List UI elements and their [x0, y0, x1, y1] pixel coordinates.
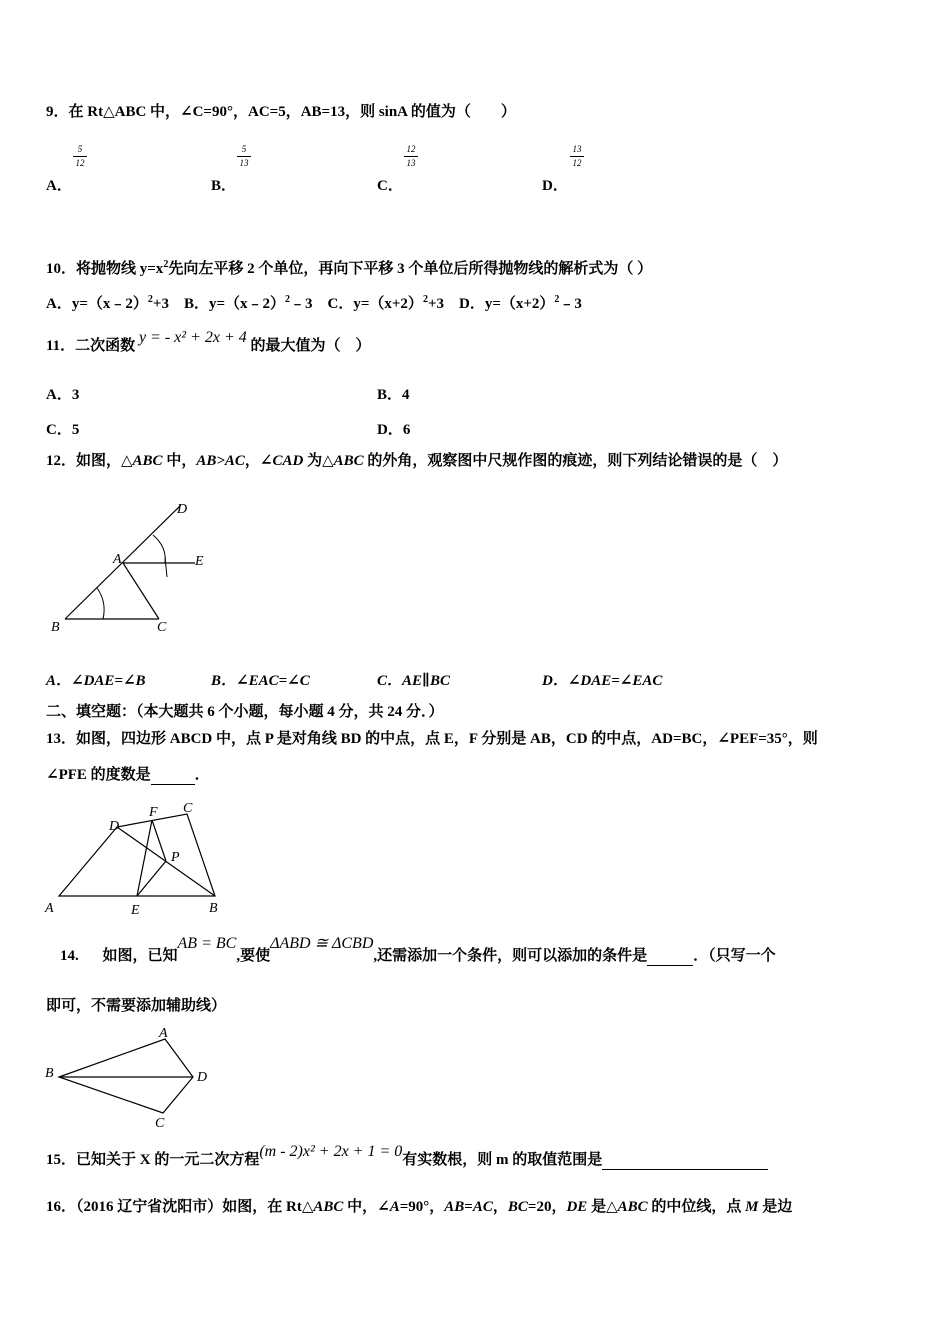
q9-option-a-label: A．	[46, 178, 72, 194]
q14-line2: 即可，不需要添加辅助线）	[46, 998, 227, 1014]
q12-label-d: D	[177, 502, 188, 517]
q14-answer-blank[interactable]	[647, 965, 693, 966]
q10-stem-part: 10．将抛物线 y=x	[46, 261, 164, 277]
q12-option-c: C．AE∥BC	[377, 673, 450, 689]
q16-term: ABC	[313, 1199, 344, 1215]
q10-option-c: ﹣3 C．y=（x+2）	[290, 296, 423, 312]
q13-line2-part: ∠PFE 的度数是	[46, 767, 151, 783]
q13-label-p: P	[171, 850, 180, 865]
q12-label-b: B	[51, 620, 60, 635]
section-2-heading: 二、填空题：（本大题共 6 个小题，每小题 4 分，共 24 分．）	[46, 704, 444, 720]
q14-text: ,要使	[236, 948, 271, 964]
q12-stem-part: ，∠	[244, 453, 273, 469]
q14-number: 14.	[60, 948, 79, 964]
q9-option-b-label: B．	[211, 178, 237, 194]
q13-label-d: D	[109, 819, 120, 834]
q15-text: 有实数根，则 m 的取值范围是	[402, 1152, 603, 1168]
q10-sup: 2	[147, 294, 153, 305]
q10-sup: 2	[285, 294, 290, 305]
q9-option-d-label: D．	[542, 178, 568, 194]
q14-formula-congruence: ΔABD ≅ ΔCBD	[270, 935, 374, 952]
q14-quadrilateral	[59, 1039, 193, 1113]
q9-option-a-fraction	[72, 144, 88, 169]
q12-option-b: B．∠EAC=∠C	[211, 673, 310, 689]
q9-option-c-label: C．	[377, 178, 403, 194]
q13-figure	[45, 800, 225, 920]
q11-option-b: B．4	[377, 387, 410, 403]
q12-arc-mark	[165, 557, 167, 577]
q9-c-denominator: 13	[406, 158, 416, 168]
q13-line1: 13．如图，四边形 ABCD 中，点 P 是对角线 BD 的中点，点 E，F 分别是 AB，CD 的中点，AD=BC，∠PEF=35°，则	[46, 731, 818, 747]
q10-stem-sup: 2	[163, 259, 169, 270]
q12-label-c: C	[157, 620, 167, 635]
q12-stem	[46, 451, 787, 471]
q16-term: M	[745, 1199, 759, 1215]
q9-stem: 9．在 Rt△ABC 中，∠C=90°，AC=5，AB=13，则 sinA 的值为（ ）	[46, 104, 516, 120]
q12-arc-a	[153, 535, 165, 563]
q16-term: BC	[507, 1199, 528, 1215]
q13-label-f: F	[149, 805, 158, 820]
q9-d-denominator: 12	[572, 158, 582, 168]
q16-term: DE	[566, 1199, 588, 1215]
q11-option-d: D．6	[377, 422, 411, 438]
q16-text: 是边	[758, 1199, 793, 1215]
q15-text: 15．已知关于 X 的一元二次方程	[46, 1152, 260, 1168]
q12-figure	[45, 495, 225, 645]
q12-option-a: A．∠DAE=∠B	[46, 673, 146, 689]
q9-option-c-fraction	[403, 144, 419, 169]
q13-label-e: E	[131, 903, 140, 918]
q9-option-b-fraction	[236, 144, 252, 169]
q15-line	[46, 1143, 768, 1170]
q13-segment-ep	[137, 861, 166, 896]
q12-arc-b	[97, 588, 104, 619]
q14-text: ．（只写一个	[693, 948, 776, 964]
q13-label-c: C	[183, 801, 193, 816]
q16-text: =	[464, 1199, 473, 1215]
q9-option-d-fraction	[569, 144, 585, 169]
q16-term: AB	[444, 1199, 465, 1215]
q12-term: CAD	[272, 453, 304, 469]
q16-term: A	[389, 1199, 400, 1215]
q14-label-b: B	[45, 1066, 54, 1081]
q12-line-ac	[123, 563, 159, 619]
q12-label-a: A	[113, 552, 122, 567]
q10-option-end: ﹣3	[559, 296, 582, 312]
q12-stem-part: 的外角，观察图中尺规作图的痕迹，则下列结论错误的是（ ）	[363, 453, 788, 469]
q12-line-bd	[65, 505, 181, 619]
q14-label-c: C	[155, 1116, 165, 1131]
q16-text: 的中位线，点	[647, 1199, 746, 1215]
q9-d-numerator: 13	[572, 144, 582, 154]
q13-label-a: A	[45, 901, 54, 916]
q9-c-numerator: 12	[406, 144, 416, 154]
q11-option-c: C．5	[46, 422, 80, 438]
q13-answer-blank[interactable]	[151, 784, 195, 785]
q9-b-numerator: 5	[241, 144, 247, 154]
q14-formula-ab-bc: AB = BC	[177, 935, 237, 952]
q9-b-denominator: 13	[239, 158, 249, 168]
q16-text: ，	[492, 1199, 508, 1215]
q13-line2	[46, 765, 210, 785]
q16-text: 中，∠	[343, 1199, 390, 1215]
q12-term: ABC	[132, 453, 163, 469]
q11-stem-part: 的最大值为（ ）	[250, 338, 371, 354]
q9-a-denominator: 12	[75, 158, 85, 168]
q14-label-a: A	[159, 1026, 168, 1041]
q10-sup: 2	[554, 294, 560, 305]
q13-quadrilateral	[59, 814, 215, 896]
q12-stem-part: 12．如图，△	[46, 453, 133, 469]
q10-option-b: +3 B．y=（x﹣2）	[152, 296, 285, 312]
q10-options	[46, 290, 582, 314]
q12-label-e: E	[195, 554, 204, 569]
q15-answer-blank[interactable]	[602, 1169, 768, 1170]
q12-stem-part: 为△	[303, 453, 334, 469]
q14-text: 如图，已知	[102, 948, 178, 964]
q10-option-d: +3 D．y=（x+2）	[427, 296, 555, 312]
q16-text: =20，	[527, 1199, 567, 1215]
q16-line	[46, 1197, 792, 1217]
q14-figure	[45, 1025, 225, 1135]
q9-a-numerator: 5	[77, 144, 83, 154]
q11-formula: y = - x² + 2x + 4	[138, 329, 247, 346]
q10-option-a: A．y=（x﹣2）	[46, 296, 148, 312]
q13-segment-fp	[152, 820, 166, 861]
q14-text: ,还需添加一个条件，则可以添加的条件是	[373, 948, 648, 964]
q13-label-b: B	[209, 901, 218, 916]
q10-stem-part: 先向左平移 2 个单位，再向下平移 3 个单位后所得抛物线的解析式为（ ）	[168, 261, 653, 277]
q12-term: AB>AC	[196, 453, 245, 469]
q16-text: =90°，	[399, 1199, 445, 1215]
q16-text: 16．（2016 辽宁省沈阳市）如图，在 Rt△	[46, 1199, 314, 1215]
q13-segment-ef	[137, 820, 152, 896]
q14-line1	[60, 935, 776, 966]
q15-formula: (m - 2)x² + 2x + 1 = 0	[259, 1143, 403, 1160]
q12-option-d: D．∠DAE=∠EAC	[542, 673, 663, 689]
q12-term: ABC	[333, 453, 364, 469]
q11-stem	[46, 329, 371, 356]
q11-option-a: A．3	[46, 387, 80, 403]
q12-stem-part: 中，	[162, 453, 197, 469]
q13-line2-part: ．	[194, 767, 210, 783]
q16-term: ABC	[617, 1199, 648, 1215]
q14-label-d: D	[197, 1070, 208, 1085]
q10-stem	[46, 255, 652, 279]
q11-stem-part: 11．二次函数	[46, 338, 136, 354]
q16-text: 是△	[587, 1199, 618, 1215]
q10-sup: 2	[422, 294, 428, 305]
q16-term: AC	[472, 1199, 493, 1215]
